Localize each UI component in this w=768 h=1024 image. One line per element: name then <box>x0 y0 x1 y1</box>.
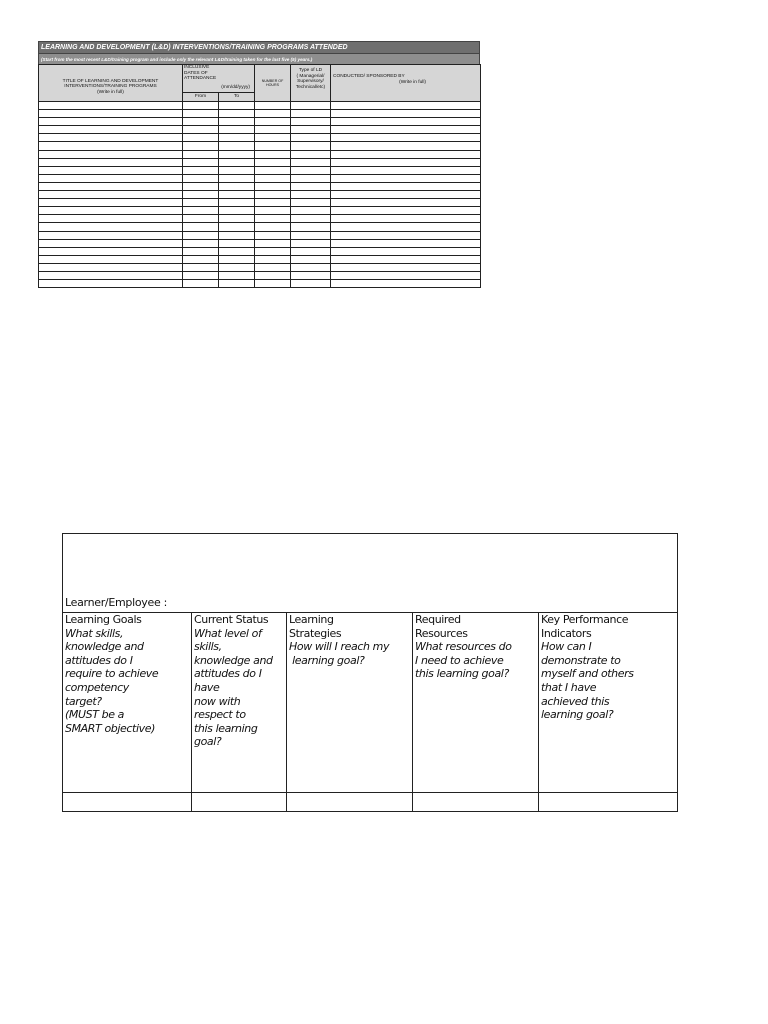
learning-goals-question: attitudes do I <box>65 653 133 667</box>
ld-cell-to[interactable] <box>219 255 255 263</box>
header-title-of-ld <box>39 65 183 102</box>
ld-cell-hours[interactable] <box>255 191 291 199</box>
ld-cell-from[interactable] <box>183 223 219 231</box>
ld-table-row <box>39 102 481 110</box>
ld-cell-type[interactable] <box>291 102 331 110</box>
header-to: To <box>219 93 255 102</box>
ld-cell-from[interactable] <box>183 142 219 150</box>
ld-cell-title[interactable] <box>39 118 183 126</box>
ld-cell-conducted[interactable] <box>331 231 481 239</box>
current-status-question: goal? <box>194 735 222 749</box>
ld-cell-to[interactable] <box>219 271 255 279</box>
ld-cell-conducted[interactable] <box>331 110 481 118</box>
ld-cell-type[interactable] <box>291 215 331 223</box>
ld-cell-hours[interactable] <box>255 215 291 223</box>
ld-cell-hours[interactable] <box>255 247 291 255</box>
ld-cell-to[interactable] <box>219 231 255 239</box>
ld-cell-from[interactable] <box>183 239 219 247</box>
current-status-question: now with <box>194 694 241 708</box>
required-resources-heading: Resources <box>415 626 468 640</box>
header-conducted-note: (Write in full) <box>399 79 426 85</box>
ld-cell-conducted[interactable] <box>331 166 481 174</box>
ld-cell-title[interactable] <box>39 271 183 279</box>
ld-cell-conducted[interactable] <box>331 223 481 231</box>
column-key-performance-indicators <box>539 613 676 792</box>
ld-cell-conducted[interactable] <box>331 102 481 110</box>
ld-cell-type[interactable] <box>291 182 331 190</box>
ld-cell-type[interactable] <box>291 271 331 279</box>
ld-cell-type[interactable] <box>291 126 331 134</box>
header-type-of-ld <box>291 65 331 102</box>
ld-cell-conducted[interactable] <box>331 255 481 263</box>
header-type-line3: Supervisory/ <box>297 79 324 85</box>
ld-table-row <box>39 191 481 199</box>
header-title-line3: (Write in full) <box>97 89 124 95</box>
ld-cell-hours[interactable] <box>255 239 291 247</box>
ld-cell-type[interactable] <box>291 118 331 126</box>
ld-cell-hours[interactable] <box>255 174 291 182</box>
ld-cell-to[interactable] <box>219 150 255 158</box>
ld-cell-type[interactable] <box>291 199 331 207</box>
column-current-status <box>192 613 287 792</box>
ld-cell-from[interactable] <box>183 271 219 279</box>
learning-plan-table <box>62 533 678 812</box>
ld-cell-title[interactable] <box>39 142 183 150</box>
ld-cell-from[interactable] <box>183 280 219 288</box>
ld-cell-title[interactable] <box>39 231 183 239</box>
header-type-line1: Type of LD <box>298 68 323 73</box>
learning-goals-question: SMART objective) <box>65 721 155 735</box>
ld-table-row <box>39 199 481 207</box>
ld-cell-to[interactable] <box>219 239 255 247</box>
ld-cell-hours[interactable] <box>255 110 291 118</box>
ld-cell-type[interactable] <box>291 207 331 215</box>
ld-cell-hours[interactable] <box>255 280 291 288</box>
current-status-entry-cell[interactable] <box>192 793 287 811</box>
ld-cell-to[interactable] <box>219 110 255 118</box>
learning-goals-heading: Learning Goals <box>65 613 142 626</box>
ld-cell-hours[interactable] <box>255 142 291 150</box>
ld-training-table <box>38 41 480 288</box>
ld-table-row <box>39 239 481 247</box>
current-status-question: knowledge and <box>194 653 273 667</box>
ld-cell-conducted[interactable] <box>331 247 481 255</box>
ld-cell-hours[interactable] <box>255 223 291 231</box>
ld-cell-title[interactable] <box>39 102 183 110</box>
ld-cell-type[interactable] <box>291 247 331 255</box>
ld-table-row <box>39 142 481 150</box>
column-required-resources <box>413 613 539 792</box>
ld-cell-title[interactable] <box>39 199 183 207</box>
ld-cell-type[interactable] <box>291 158 331 166</box>
ld-cell-to[interactable] <box>219 166 255 174</box>
ld-cell-hours[interactable] <box>255 134 291 142</box>
ld-cell-hours[interactable] <box>255 150 291 158</box>
ld-cell-from[interactable] <box>183 199 219 207</box>
ld-cell-type[interactable] <box>291 110 331 118</box>
header-dates-format: (mm/dd/yyyy) <box>221 85 250 90</box>
ld-cell-title[interactable] <box>39 191 183 199</box>
header-type-line2: ( Managerial/ <box>296 73 325 79</box>
ld-table-row <box>39 158 481 166</box>
ld-table-row <box>39 263 481 271</box>
current-status-question: this learning <box>194 721 258 735</box>
ld-cell-hours[interactable] <box>255 271 291 279</box>
ld-cell-title[interactable] <box>39 247 183 255</box>
ld-cell-type[interactable] <box>291 280 331 288</box>
ld-cell-hours[interactable] <box>255 255 291 263</box>
learning-goals-question: knowledge and <box>65 640 144 654</box>
ld-cell-hours[interactable] <box>255 158 291 166</box>
ld-cell-conducted[interactable] <box>331 280 481 288</box>
ld-cell-conducted[interactable] <box>331 182 481 190</box>
ld-cell-title[interactable] <box>39 255 183 263</box>
learning-goals-question: require to achieve <box>65 667 159 681</box>
ld-cell-to[interactable] <box>219 174 255 182</box>
current-status-question: have <box>194 680 220 694</box>
ld-cell-type[interactable] <box>291 223 331 231</box>
ld-grid <box>38 64 481 288</box>
ld-table-row <box>39 207 481 215</box>
ld-cell-conducted[interactable] <box>331 263 481 271</box>
ld-table-row <box>39 223 481 231</box>
ld-cell-from[interactable] <box>183 102 219 110</box>
ld-cell-from[interactable] <box>183 174 219 182</box>
header-title-line1: TITLE OF LEARNING AND DEVELOPMENT <box>62 78 159 84</box>
kpi-question: achieved this <box>541 694 610 708</box>
ld-cell-title[interactable] <box>39 174 183 182</box>
ld-cell-type[interactable] <box>291 263 331 271</box>
ld-cell-to[interactable] <box>219 199 255 207</box>
current-status-question: attitudes do I <box>194 667 262 681</box>
learning-goals-question: (MUST be a <box>65 708 125 722</box>
ld-cell-from[interactable] <box>183 182 219 190</box>
ld-table-row <box>39 166 481 174</box>
ld-cell-hours[interactable] <box>255 102 291 110</box>
ld-cell-from[interactable] <box>183 255 219 263</box>
learner-employee-label: Learner/Employee : <box>65 596 168 609</box>
ld-table-row <box>39 174 481 182</box>
header-from: From <box>183 93 219 102</box>
ld-cell-to[interactable] <box>219 263 255 271</box>
ld-table-row <box>39 247 481 255</box>
header-hours: NUMBER OF HOURS <box>255 65 291 102</box>
ld-cell-from[interactable] <box>183 166 219 174</box>
ld-cell-type[interactable] <box>291 231 331 239</box>
ld-cell-conducted[interactable] <box>331 118 481 126</box>
ld-cell-title[interactable] <box>39 280 183 288</box>
ld-cell-to[interactable] <box>219 215 255 223</box>
ld-cell-type[interactable] <box>291 166 331 174</box>
ld-cell-conducted[interactable] <box>331 199 481 207</box>
ld-cell-title[interactable] <box>39 134 183 142</box>
learning-goals-question: competency <box>65 680 129 694</box>
ld-table-row <box>39 182 481 190</box>
ld-cell-hours[interactable] <box>255 182 291 190</box>
current-status-question: What level of <box>194 626 262 640</box>
ld-cell-hours[interactable] <box>255 199 291 207</box>
ld-cell-title[interactable] <box>39 263 183 271</box>
current-status-question: respect to <box>194 708 246 722</box>
ld-cell-conducted[interactable] <box>331 239 481 247</box>
ld-cell-conducted[interactable] <box>331 150 481 158</box>
required-resources-question: I need to achieve <box>415 653 504 667</box>
ld-cell-from[interactable] <box>183 191 219 199</box>
kpi-question: demonstrate to <box>541 653 621 667</box>
ld-cell-hours[interactable] <box>255 263 291 271</box>
ld-cell-conducted[interactable] <box>331 215 481 223</box>
kpi-heading: Key Performance <box>541 613 629 626</box>
ld-cell-type[interactable] <box>291 142 331 150</box>
ld-cell-to[interactable] <box>219 191 255 199</box>
ld-cell-title[interactable] <box>39 158 183 166</box>
ld-cell-conducted[interactable] <box>331 191 481 199</box>
ld-cell-type[interactable] <box>291 150 331 158</box>
ld-cell-title[interactable] <box>39 207 183 215</box>
ld-cell-title[interactable] <box>39 166 183 174</box>
ld-cell-to[interactable] <box>219 118 255 126</box>
ld-table-row <box>39 231 481 239</box>
ld-cell-from[interactable] <box>183 158 219 166</box>
ld-cell-hours[interactable] <box>255 118 291 126</box>
ld-cell-type[interactable] <box>291 174 331 182</box>
ld-table-row <box>39 134 481 142</box>
ld-table-row <box>39 118 481 126</box>
ld-cell-to[interactable] <box>219 182 255 190</box>
ld-cell-conducted[interactable] <box>331 158 481 166</box>
column-learning-goals <box>63 613 192 792</box>
ld-table-row <box>39 126 481 134</box>
ld-cell-conducted[interactable] <box>331 174 481 182</box>
ld-cell-type[interactable] <box>291 191 331 199</box>
kpi-question: learning goal? <box>541 708 614 722</box>
header-type-line4: Technical/etc) <box>295 84 326 90</box>
ld-cell-hours[interactable] <box>255 231 291 239</box>
ld-table-title: LEARNING AND DEVELOPMENT (L&D) INTERVENTIONS/TRAINING PROGRAMS ATTENDED <box>38 41 480 53</box>
ld-cell-to[interactable] <box>219 134 255 142</box>
learning-strategies-heading: Strategies <box>289 626 342 640</box>
ld-cell-conducted[interactable] <box>331 207 481 215</box>
ld-cell-title[interactable] <box>39 150 183 158</box>
ld-cell-from[interactable] <box>183 126 219 134</box>
ld-cell-from[interactable] <box>183 134 219 142</box>
ld-cell-from[interactable] <box>183 215 219 223</box>
ld-cell-hours[interactable] <box>255 126 291 134</box>
ld-table-row <box>39 110 481 118</box>
ld-cell-to[interactable] <box>219 142 255 150</box>
current-status-question: skills, <box>194 640 222 654</box>
ld-cell-from[interactable] <box>183 231 219 239</box>
ld-cell-title[interactable] <box>39 239 183 247</box>
ld-cell-conducted[interactable] <box>331 126 481 134</box>
ld-cell-from[interactable] <box>183 110 219 118</box>
required-resources-question: What resources do <box>415 640 512 654</box>
header-title-line2: INTERVENTIONS/TRAINING PROGRAMS <box>64 84 157 90</box>
ld-cell-from[interactable] <box>183 247 219 255</box>
header-conducted-by <box>331 65 481 102</box>
ld-cell-to[interactable] <box>219 280 255 288</box>
ld-cell-title[interactable] <box>39 110 183 118</box>
header-dates-label: INCLUSIVE DATES OF ATTENDANCE <box>184 65 217 82</box>
column-learning-strategies <box>287 613 413 792</box>
ld-cell-type[interactable] <box>291 134 331 142</box>
ld-rows <box>39 102 481 288</box>
kpi-question: How can I <box>541 640 592 654</box>
ld-cell-to[interactable] <box>219 158 255 166</box>
ld-table-row <box>39 215 481 223</box>
learning-goals-entry-cell[interactable] <box>63 793 192 811</box>
ld-cell-from[interactable] <box>183 150 219 158</box>
ld-cell-conducted[interactable] <box>331 142 481 150</box>
ld-cell-to[interactable] <box>219 247 255 255</box>
ld-cell-hours[interactable] <box>255 166 291 174</box>
entry-row <box>63 792 677 811</box>
learning-strategies-entry-cell[interactable] <box>287 793 413 811</box>
required-resources-entry-cell[interactable] <box>413 793 539 811</box>
learning-strategies-question: How will I reach my <box>289 640 390 654</box>
header-inclusive-dates <box>183 65 255 93</box>
ld-cell-from[interactable] <box>183 263 219 271</box>
learning-goals-question: target? <box>65 694 102 708</box>
ld-cell-conducted[interactable] <box>331 271 481 279</box>
required-resources-question: this learning goal? <box>415 667 509 681</box>
kpi-question: that I have <box>541 680 597 694</box>
ld-table-row <box>39 280 481 288</box>
ld-cell-to[interactable] <box>219 223 255 231</box>
ld-cell-type[interactable] <box>291 239 331 247</box>
ld-cell-from[interactable] <box>183 207 219 215</box>
ld-cell-to[interactable] <box>219 102 255 110</box>
kpi-entry-cell[interactable] <box>539 793 676 811</box>
ld-cell-conducted[interactable] <box>331 134 481 142</box>
ld-cell-type[interactable] <box>291 255 331 263</box>
ld-cell-title[interactable] <box>39 223 183 231</box>
ld-table-subtitle: (Start from the most recent L&D/training program and include only the relevant L&D/training taken for the last five (5) years.) <box>38 53 480 64</box>
header-conducted-label: CONDUCTED/ SPONSORED BY <box>333 74 405 79</box>
current-status-heading: Current Status <box>194 613 269 626</box>
learning-goals-question: What skills, <box>65 626 124 640</box>
learning-strategies-heading: Learning <box>289 613 334 626</box>
ld-cell-title[interactable] <box>39 182 183 190</box>
ld-cell-hours[interactable] <box>255 207 291 215</box>
ld-cell-title[interactable] <box>39 215 183 223</box>
ld-cell-from[interactable] <box>183 118 219 126</box>
kpi-question: myself and others <box>541 667 634 681</box>
ld-table-row <box>39 271 481 279</box>
ld-cell-to[interactable] <box>219 207 255 215</box>
ld-table-row <box>39 255 481 263</box>
ld-table-row <box>39 150 481 158</box>
required-resources-heading: Required <box>415 613 461 626</box>
ld-cell-title[interactable] <box>39 126 183 134</box>
learning-strategies-question: learning goal? <box>289 653 365 667</box>
kpi-heading: Indicators <box>541 626 592 640</box>
ld-cell-to[interactable] <box>219 126 255 134</box>
